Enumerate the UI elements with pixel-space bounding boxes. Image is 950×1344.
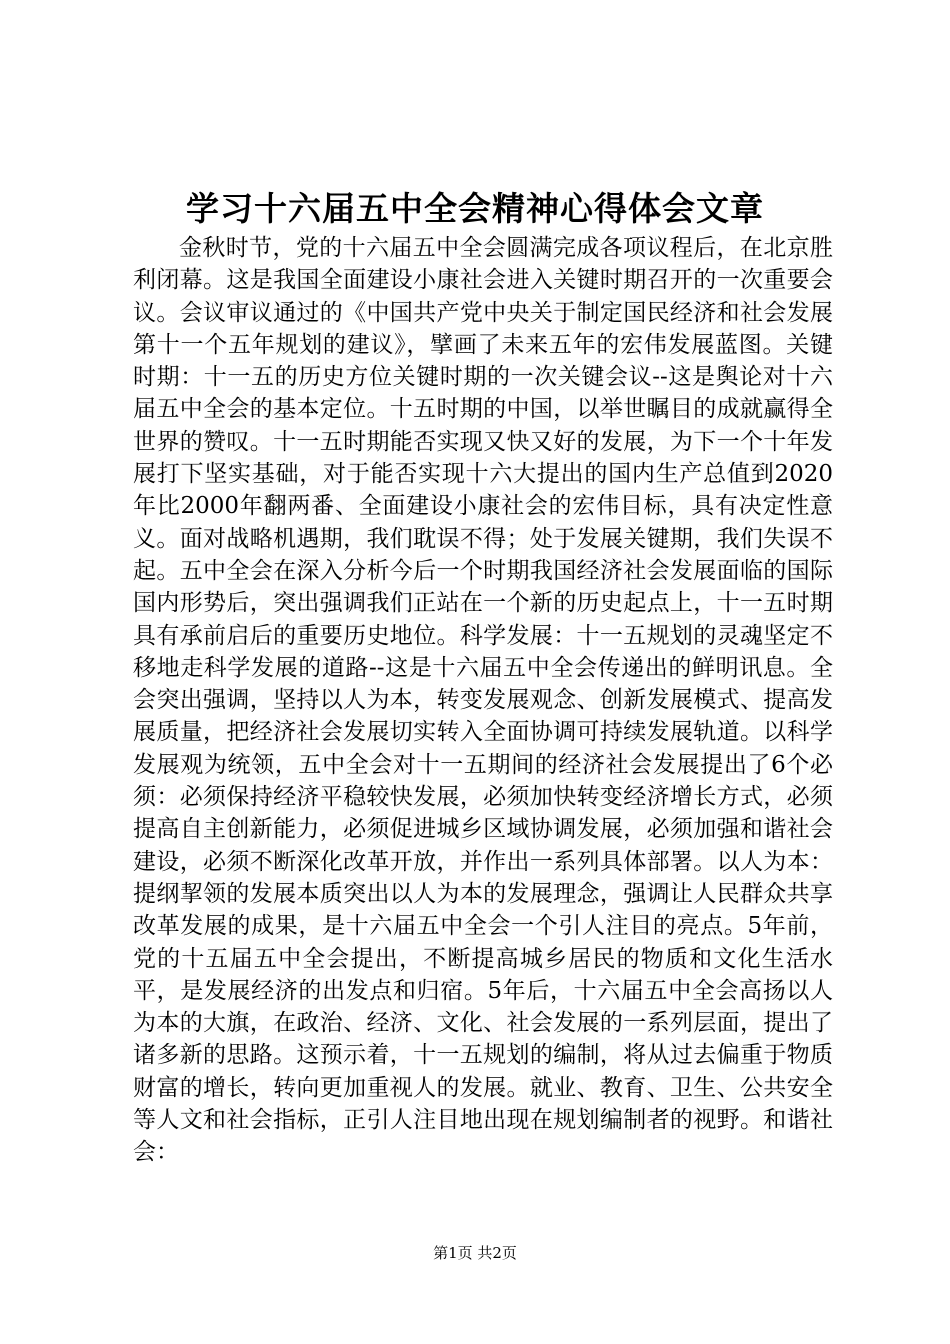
page-number-footer: 第1页 共2页 xyxy=(433,1244,517,1262)
document-body-paragraph: 金秋时节，党的十六届五中全会圆满完成各项议程后，在北京胜利闭幕。这是我国全面建设小康社会进入关键时期召开的一次重要会议。会议审议通过的《中国共产党中央关于制定国民经济和社会发展第十一个五年规划的建议》，擘画了未来五年的宏伟发展蓝图。关键时期：十一五的历史方位关键时期的一次关键会议--这是舆论对十六届五中全会的基本定位。十五时期的中国，以举世瞩目的成就赢得全世界的赞叹。十一五时期能否实现又快又好的发展，为下一个十年发展打下坚实基础，对于能否实现十六大提出的国内生产总值到2020年比2000年翻两番、全面建设小康社会的宏伟目标，具有决定性意义。面对战略机遇期，我们耽误不得；处于发展关键期，我们失误不起。五中全会在深入分析今后一个时期我国经济社会发展面临的国际国内形势后，突出强调我们正站在一个新的历史起点上，十一五时期具有承前启后的重要历史地位。科学发展：十一五规划的灵魂坚定不移地走科学发展的道路--这是十六届五中全会传递出的鲜明讯息。全会突出强调，坚持以人为本，转变发展观念、创新发展模式、提高发展质量，把经济社会发展切实转入全面协调可持续发展轨道。以科学发展观为统领，五中全会对十一五期间的经济社会发展提出了6个必须：必须保持经济平稳较快发展，必须加快转变经济增长方式，必须提高自主创新能力，必须促进城乡区域协调发展，必须加强和谐社会建设，必须不断深化改革开放，并作出一系列具体部署。以人为本：提纲挈领的发展本质突出以人为本的发展理念，强调让人民群众共享改革发展的成果，是十六届五中全会一个引人注目的亮点。5年前，党的十五届五中全会提出，不断提高城乡居民的物质和文化生活水平，是发展经济的出发点和归宿。5年后，十六届五中全会高扬以人为本的大旗，在政治、经济、文化、社会发展的一系列层面，提出了诸多新的思路。这预示着，十一五规划的编制，将从过去偏重于物质财富的增长，转向更加重视人的发展。就业、教育、卫生、公共安全等人文和社会指标，正引人注目地出现在规划编制者的视野。和谐社会： xyxy=(133,235,833,1166)
document-title: 学习十六届五中全会精神心得体会文章 xyxy=(186,189,764,228)
